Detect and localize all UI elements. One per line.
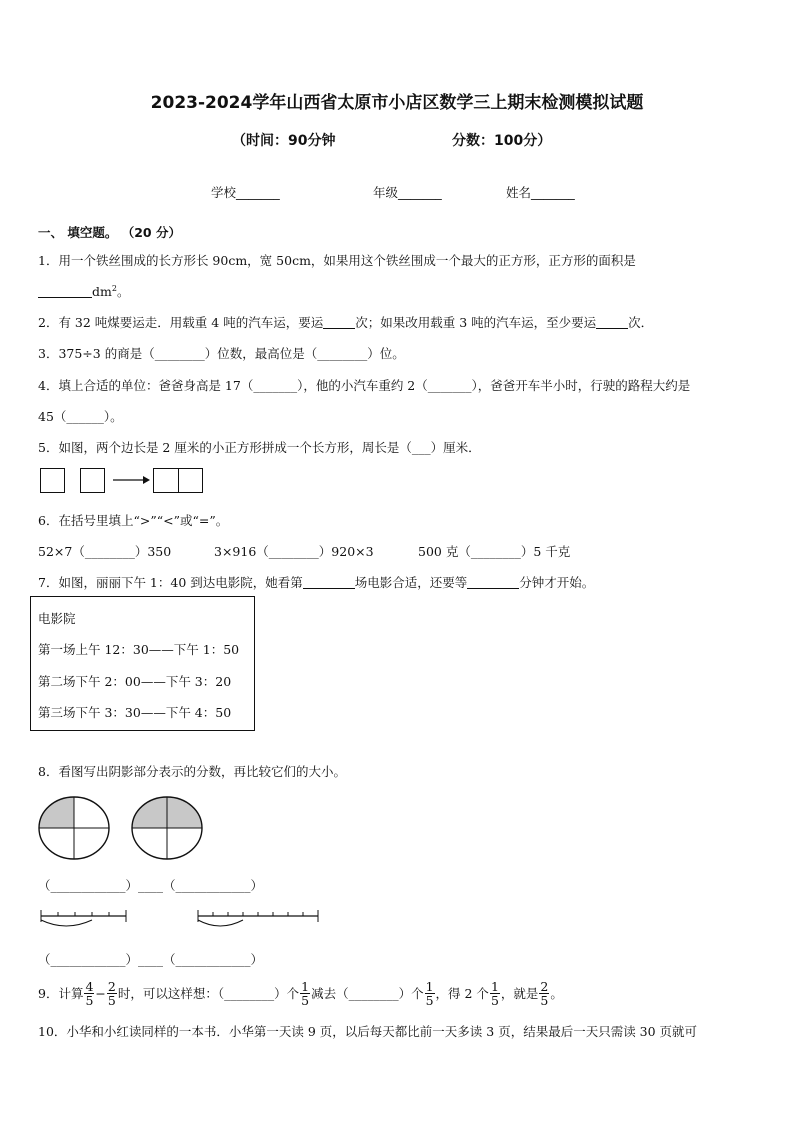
unit: dm [92, 284, 112, 299]
small-square [40, 468, 65, 493]
denominator: 5 [85, 992, 94, 1008]
denominator: 5 [107, 992, 116, 1008]
question-1-answer [38, 282, 129, 300]
answer-blank [38, 285, 92, 298]
denominator: 5 [301, 992, 310, 1008]
numerator: 2 [107, 978, 116, 994]
question-6-item-a: 52×7（________）350 [38, 544, 172, 559]
question-2-part-c: 次． [628, 315, 654, 330]
fraction [539, 980, 549, 1007]
question-9 [38, 973, 563, 1013]
section-heading: 一、 填空题。 （20 分） [38, 225, 181, 240]
denominator: 5 [540, 992, 549, 1008]
question-2-part-a: 2．有 32 吨煤要运走．用载重 4 吨的汽车运，要运 [38, 315, 324, 330]
question-8-answer-row-2: （____________）____（____________） [38, 952, 264, 967]
answer-blank [303, 576, 355, 589]
question-7-part-b: 场电影合适，还要等 [354, 575, 468, 590]
question-7-part-c: 分钟才开始。 [519, 575, 595, 590]
question-6-item-c: 500 克（________）5 千克 [418, 544, 571, 559]
schedule-row-1: 第一场上午 12：30——下午 1：50 [38, 642, 240, 657]
cinema-title: 电影院 [38, 611, 76, 626]
fraction [490, 980, 500, 1007]
question-2 [38, 313, 653, 331]
question-7 [38, 573, 594, 591]
question-9-part: 时，可以这样想：（________）个 [117, 986, 300, 1001]
exam-score: 分数：100分） [452, 133, 552, 149]
brace [198, 920, 243, 926]
line-segment-figure-2 [197, 908, 321, 932]
question-9-part: ，得 2 个 [435, 986, 489, 1001]
schedule-row-3: 第三场下午 3：30——下午 4：50 [38, 705, 232, 720]
numerator: 4 [85, 978, 94, 994]
fraction [107, 980, 117, 1007]
grade-field: 年级_______ [373, 185, 442, 200]
numerator: 1 [490, 978, 499, 994]
question-9-part: 。 [550, 986, 563, 1001]
brace [41, 920, 92, 926]
question-2-part-b: 次；如果改用载重 3 吨的汽车运，至少要运 [355, 315, 597, 330]
question-7-part-a: 7．如图，丽丽下午 1：40 到达电影院，她看第 [38, 575, 303, 590]
exam-time: （时间：90分钟 [232, 133, 336, 149]
question-10: 10．小华和小红读同样的一本书．小华第一天读 9 页，以后每天都比前一天多读 3 页，结果最后一天只需读 30 页就可 [38, 1024, 698, 1039]
circle-figure-2 [131, 796, 203, 860]
cinema-schedule-box [30, 596, 255, 731]
numerator: 1 [301, 978, 310, 994]
fraction [425, 980, 435, 1007]
school-field: 学校_______ [211, 185, 280, 200]
fraction [300, 980, 310, 1007]
question-4-line-1: 4．填上合适的单位：爸爸身高是 17（_______），他的小汽车重约 2（_______），爸爸开车半小时，行驶的路程大约是 [38, 378, 691, 393]
question-9-part: ，就是 [500, 986, 539, 1001]
small-square [80, 468, 105, 493]
denominator: 5 [425, 992, 434, 1008]
fraction [84, 980, 94, 1007]
line-segment-figure-1 [40, 908, 130, 932]
question-1: 1．用一个铁丝围成的长方形长 90cm，宽 50cm，如果用这个铁丝围成一个最大的正方形，正方形的面积是 [38, 253, 636, 268]
question-8: 8．看图写出阴影部分表示的分数，再比较它们的大小。 [38, 764, 346, 779]
circle-figure-1 [38, 796, 110, 860]
question-5: 5．如图，两个边长是 2 厘米的小正方形拼成一个长方形，周长是（___）厘米． [38, 440, 481, 455]
unit-exponent: 2 [111, 283, 117, 293]
combined-rectangle [153, 468, 203, 493]
name-field: 姓名_______ [506, 185, 575, 200]
minus-sign: − [95, 985, 106, 1001]
numerator: 2 [540, 978, 549, 994]
answer-blank [323, 316, 355, 329]
answer-blank [596, 316, 628, 329]
right-arrow-icon [112, 474, 152, 486]
question-9-part: 9．计算 [38, 986, 84, 1001]
question-6: 6．在括号里填上“>”“<”或“=”。 [38, 513, 229, 528]
question-6-item-b: 3×916（________）920×3 [214, 544, 374, 559]
divider [178, 469, 179, 492]
answer-blank [467, 576, 519, 589]
punctuation: 。 [116, 284, 130, 299]
question-4-line-2: 45（______）。 [38, 409, 123, 424]
schedule-row-2: 第二场下午 2：00——下午 3：20 [38, 674, 232, 689]
question-8-answer-row-1: （____________）____（____________） [38, 878, 264, 893]
page-title: 2023-2024学年山西省太原市小店区数学三上期末检测模拟试题 [150, 93, 644, 113]
question-3: 3．375÷3 的商是（________）位数，最高位是（________）位。 [38, 346, 405, 361]
numerator: 1 [425, 978, 434, 994]
question-9-part: 减去（________）个 [311, 986, 424, 1001]
denominator: 5 [490, 992, 499, 1008]
